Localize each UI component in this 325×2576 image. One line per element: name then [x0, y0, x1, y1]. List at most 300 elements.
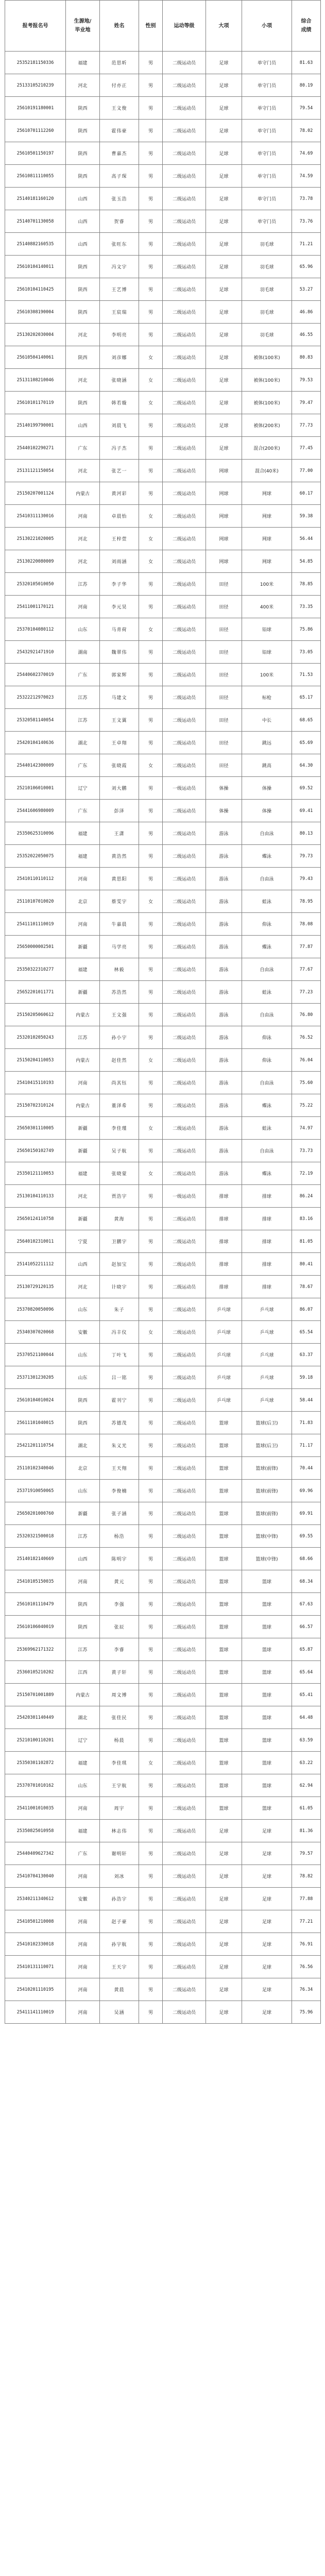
cell-name: 韩若璇 — [100, 392, 139, 414]
cell-origin: 河北 — [66, 1185, 100, 1208]
cell-application-id: 25610104110425 — [5, 278, 66, 301]
cell-name: 刘彦娜 — [100, 346, 139, 369]
cell-athlete-level: 二级运动员 — [163, 1978, 206, 2001]
cell-total-score: 76.52 — [292, 1026, 321, 1049]
cell-name: 苏浩然 — [100, 981, 139, 1004]
cell-total-score: 77.73 — [292, 414, 321, 437]
cell-origin: 内蒙古 — [66, 1049, 100, 1072]
cell-name: 陈明宇 — [100, 1548, 139, 1570]
cell-athlete-level: 二级运动员 — [163, 754, 206, 777]
cell-total-score: 75.86 — [292, 618, 321, 641]
table-row — [5, 1072, 321, 1094]
header-application-id: 报考报名号 — [5, 1, 66, 52]
cell-sport: 游泳 — [206, 1004, 242, 1026]
cell-application-id: 25440142300009 — [5, 754, 66, 777]
cell-total-score: 81.36 — [292, 1820, 321, 1842]
cell-athlete-level: 二级运动员 — [163, 324, 206, 346]
table-row — [5, 800, 321, 822]
cell-athlete-level: 二级运动员 — [163, 1298, 206, 1321]
table-row — [5, 1094, 321, 1117]
cell-total-score: 65.69 — [292, 732, 321, 754]
cell-application-id: 25411101110019 — [5, 913, 66, 936]
cell-gender: 女 — [139, 1752, 163, 1774]
cell-total-score: 81.63 — [292, 52, 321, 74]
cell-origin: 河南 — [66, 868, 100, 890]
cell-event: 篮球(后卫) — [242, 1412, 292, 1434]
cell-name: 黄思阳 — [100, 868, 139, 890]
cell-sport: 体操 — [206, 800, 242, 822]
cell-sport: 足球 — [206, 278, 242, 301]
cell-total-score: 73.78 — [292, 188, 321, 210]
cell-application-id: 25650201000760 — [5, 1502, 66, 1525]
cell-event: 蝶泳 — [242, 1094, 292, 1117]
table-row — [5, 596, 321, 618]
cell-athlete-level: 二级运动员 — [163, 392, 206, 414]
cell-event: 篮球 — [242, 1797, 292, 1820]
cell-gender: 男 — [139, 1774, 163, 1797]
cell-application-id: 25133105210239 — [5, 74, 66, 97]
cell-sport: 排球 — [206, 1230, 242, 1253]
cell-gender: 女 — [139, 1049, 163, 1072]
cell-sport: 足球 — [206, 1910, 242, 1933]
cell-name: 李明亮 — [100, 324, 139, 346]
cell-origin: 江苏 — [66, 1638, 100, 1661]
cell-name: 卓晨怡 — [100, 505, 139, 528]
cell-gender: 男 — [139, 1004, 163, 1026]
table-row — [5, 1298, 321, 1321]
cell-athlete-level: 二级运动员 — [163, 1412, 206, 1434]
cell-event: 被体(200米) — [242, 414, 292, 437]
cell-event: 蝶泳 — [242, 1162, 292, 1185]
cell-athlete-level: 二级运动员 — [163, 1434, 206, 1457]
cell-origin: 河南 — [66, 1072, 100, 1094]
cell-total-score: 71.53 — [292, 664, 321, 686]
cell-origin: 安徽 — [66, 1888, 100, 1910]
cell-total-score: 65.87 — [292, 1638, 321, 1661]
cell-origin: 内蒙古 — [66, 1094, 100, 1117]
cell-application-id: 25610106040019 — [5, 1616, 66, 1638]
cell-name: 冯丰仪 — [100, 1321, 139, 1344]
cell-name: 黄海 — [100, 1208, 139, 1230]
cell-sport: 游泳 — [206, 822, 242, 845]
cell-total-score: 73.73 — [292, 1140, 321, 1162]
cell-origin: 北京 — [66, 1457, 100, 1480]
cell-name: 冯子杰 — [100, 437, 139, 460]
cell-event: 足球 — [242, 1842, 292, 1865]
cell-event: 篮球 — [242, 1752, 292, 1774]
cell-gender: 男 — [139, 596, 163, 618]
table-row — [5, 1366, 321, 1389]
cell-origin: 河南 — [66, 913, 100, 936]
cell-athlete-level: 二级运动员 — [163, 482, 206, 505]
cell-name: 卫鹏宇 — [100, 1230, 139, 1253]
cell-athlete-level: 二级运动员 — [163, 369, 206, 392]
cell-origin: 河南 — [66, 505, 100, 528]
cell-origin: 辽宁 — [66, 1729, 100, 1752]
cell-origin: 陕西 — [66, 1616, 100, 1638]
cell-total-score: 74.69 — [292, 142, 321, 165]
cell-gender: 男 — [139, 936, 163, 958]
cell-gender: 女 — [139, 392, 163, 414]
table-row — [5, 1638, 321, 1661]
cell-sport: 乒乓球 — [206, 1344, 242, 1366]
cell-gender: 男 — [139, 210, 163, 233]
cell-total-score: 77.00 — [292, 460, 321, 482]
cell-athlete-level: 二级运动员 — [163, 97, 206, 120]
cell-name: 吴子航 — [100, 1140, 139, 1162]
cell-origin: 山西 — [66, 210, 100, 233]
cell-origin: 山西 — [66, 414, 100, 437]
cell-application-id: 25350121110053 — [5, 1162, 66, 1185]
cell-event: 篮球(中锋) — [242, 1548, 292, 1570]
cell-total-score: 56.44 — [292, 528, 321, 550]
cell-athlete-level: 二级运动员 — [163, 1774, 206, 1797]
cell-event: 被体(100米) — [242, 346, 292, 369]
cell-event: 篮球 — [242, 1774, 292, 1797]
cell-gender: 男 — [139, 1230, 163, 1253]
cell-application-id: 25611101040015 — [5, 1412, 66, 1434]
cell-gender: 男 — [139, 822, 163, 845]
cell-total-score: 71.21 — [292, 233, 321, 256]
cell-origin: 湖北 — [66, 1434, 100, 1457]
cell-sport: 足球 — [206, 1933, 242, 1956]
cell-name: 刘冰 — [100, 1865, 139, 1888]
table-row — [5, 1185, 321, 1208]
cell-sport: 田径 — [206, 709, 242, 732]
cell-sport: 篮球 — [206, 1752, 242, 1774]
table-row — [5, 936, 321, 958]
cell-event: 篮球(前锋) — [242, 1480, 292, 1502]
cell-application-id: 25432921471910 — [5, 641, 66, 664]
cell-event: 被体(100米) — [242, 369, 292, 392]
table-row — [5, 754, 321, 777]
table-row — [5, 1729, 321, 1752]
cell-name: 孙宇航 — [100, 1933, 139, 1956]
cell-sport: 篮球 — [206, 1774, 242, 1797]
cell-sport: 网球 — [206, 528, 242, 550]
cell-application-id: 25352181150336 — [5, 52, 66, 74]
cell-gender: 女 — [139, 890, 163, 913]
table-row — [5, 1752, 321, 1774]
cell-gender: 男 — [139, 981, 163, 1004]
table-row — [5, 97, 321, 120]
cell-total-score: 83.16 — [292, 1208, 321, 1230]
cell-sport: 篮球 — [206, 1412, 242, 1434]
cell-athlete-level: 二级运动员 — [163, 1276, 206, 1298]
cell-origin: 北京 — [66, 890, 100, 913]
cell-origin: 河北 — [66, 1276, 100, 1298]
cell-sport: 乒乓球 — [206, 1366, 242, 1389]
cell-application-id: 25140199790001 — [5, 414, 66, 437]
cell-sport: 篮球 — [206, 1548, 242, 1570]
cell-application-id: 25320581140054 — [5, 709, 66, 732]
cell-athlete-level: 二级运动员 — [163, 1706, 206, 1729]
cell-origin: 陕西 — [66, 142, 100, 165]
cell-application-id: 25411141110019 — [5, 2001, 66, 2024]
table-row — [5, 1842, 321, 1865]
cell-event: 单守门员 — [242, 120, 292, 142]
cell-application-id: 25440409627342 — [5, 1842, 66, 1865]
cell-name: 赵子豪 — [100, 1910, 139, 1933]
cell-origin: 河南 — [66, 1797, 100, 1820]
cell-athlete-level: 二级运动员 — [163, 822, 206, 845]
cell-sport: 田径 — [206, 596, 242, 618]
cell-origin: 山东 — [66, 618, 100, 641]
cell-event: 羽毛球 — [242, 256, 292, 278]
cell-name: 刘晨飞 — [100, 414, 139, 437]
cell-total-score: 65.54 — [292, 1321, 321, 1344]
cell-name: 周宇 — [100, 1797, 139, 1820]
cell-event: 篮球 — [242, 1638, 292, 1661]
cell-athlete-level: 二级运动员 — [163, 52, 206, 74]
cell-sport: 足球 — [206, 392, 242, 414]
cell-sport: 游泳 — [206, 1049, 242, 1072]
table-row — [5, 1820, 321, 1842]
header-sport: 大项 — [206, 1, 242, 52]
cell-athlete-level: 二级运动员 — [163, 1797, 206, 1820]
cell-origin: 河南 — [66, 2001, 100, 2024]
cell-sport: 排球 — [206, 1208, 242, 1230]
cell-name: 计晓宇 — [100, 1276, 139, 1298]
cell-total-score: 79.73 — [292, 845, 321, 868]
table-row — [5, 958, 321, 981]
table-row — [5, 1774, 321, 1797]
cell-athlete-level: 二级运动员 — [163, 573, 206, 596]
cell-origin: 安徽 — [66, 1321, 100, 1344]
cell-application-id: 25140882160535 — [5, 233, 66, 256]
cell-total-score: 79.57 — [292, 1842, 321, 1865]
cell-athlete-level: 二级运动员 — [163, 1004, 206, 1026]
cell-event: 乒乓球 — [242, 1321, 292, 1344]
cell-gender: 男 — [139, 1434, 163, 1457]
cell-total-score: 63.22 — [292, 1752, 321, 1774]
cell-application-id: 25410131110071 — [5, 1956, 66, 1978]
cell-sport: 篮球 — [206, 1638, 242, 1661]
cell-event: 铅球 — [242, 641, 292, 664]
cell-origin: 河南 — [66, 1933, 100, 1956]
header-gender: 性别 — [139, 1, 163, 52]
cell-sport: 排球 — [206, 1185, 242, 1208]
cell-sport: 篮球 — [206, 1729, 242, 1752]
cell-sport: 游泳 — [206, 1072, 242, 1094]
cell-gender: 男 — [139, 1978, 163, 2001]
cell-event: 羽毛球 — [242, 324, 292, 346]
cell-total-score: 80.13 — [292, 822, 321, 845]
table-row — [5, 686, 321, 709]
cell-name: 范思昕 — [100, 52, 139, 74]
cell-gender: 男 — [139, 414, 163, 437]
cell-total-score: 76.04 — [292, 1049, 321, 1072]
cell-sport: 网球 — [206, 482, 242, 505]
cell-gender: 男 — [139, 437, 163, 460]
cell-origin: 陕西 — [66, 1593, 100, 1616]
cell-event: 足球 — [242, 1865, 292, 1888]
table-row — [5, 573, 321, 596]
cell-total-score: 71.83 — [292, 1412, 321, 1434]
cell-name: 马青荷 — [100, 618, 139, 641]
cell-application-id: 25110107010020 — [5, 890, 66, 913]
cell-total-score: 80.19 — [292, 74, 321, 97]
cell-sport: 足球 — [206, 1820, 242, 1842]
cell-application-id: 25340211340612 — [5, 1888, 66, 1910]
cell-total-score: 68.34 — [292, 1570, 321, 1593]
cell-total-score: 61.05 — [292, 1797, 321, 1820]
cell-athlete-level: 二级运动员 — [163, 1230, 206, 1253]
table-row — [5, 1570, 321, 1593]
cell-application-id: 25140701130058 — [5, 210, 66, 233]
cell-name: 王潇 — [100, 822, 139, 845]
cell-total-score: 78.67 — [292, 1276, 321, 1298]
cell-name: 李佳瑾 — [100, 1117, 139, 1140]
cell-origin: 河南 — [66, 596, 100, 618]
cell-gender: 男 — [139, 1548, 163, 1570]
table-row — [5, 1230, 321, 1253]
cell-event: 单守门员 — [242, 142, 292, 165]
cell-name: 张辰 — [100, 1616, 139, 1638]
cell-sport: 足球 — [206, 437, 242, 460]
cell-gender: 男 — [139, 732, 163, 754]
cell-name: 赵加宝 — [100, 1253, 139, 1276]
cell-application-id: 25410102330018 — [5, 1933, 66, 1956]
cell-name: 魏翠伟 — [100, 641, 139, 664]
cell-origin: 河北 — [66, 550, 100, 573]
cell-application-id: 25130202030004 — [5, 324, 66, 346]
header-event: 小项 — [242, 1, 292, 52]
cell-event: 铅球 — [242, 618, 292, 641]
cell-athlete-level: 二级运动员 — [163, 1389, 206, 1412]
cell-name: 黄子轩 — [100, 1661, 139, 1684]
cell-sport: 田径 — [206, 686, 242, 709]
cell-athlete-level: 二级运动员 — [163, 1162, 206, 1185]
cell-athlete-level: 二级运动员 — [163, 1208, 206, 1230]
cell-event: 排球 — [242, 1208, 292, 1230]
cell-total-score: 54.85 — [292, 550, 321, 573]
cell-name: 孙浩宇 — [100, 1888, 139, 1910]
cell-application-id: 25350825010958 — [5, 1820, 66, 1842]
cell-total-score: 78.85 — [292, 573, 321, 596]
cell-total-score: 76.34 — [292, 1978, 321, 2001]
cell-total-score: 64.30 — [292, 754, 321, 777]
cell-athlete-level: 二级运动员 — [163, 301, 206, 324]
cell-gender: 男 — [139, 233, 163, 256]
cell-origin: 新疆 — [66, 981, 100, 1004]
cell-gender: 男 — [139, 1661, 163, 1684]
cell-application-id: 25610101170119 — [5, 392, 66, 414]
cell-total-score: 80.83 — [292, 346, 321, 369]
cell-total-score: 70.44 — [292, 1457, 321, 1480]
cell-sport: 足球 — [206, 301, 242, 324]
cell-sport: 足球 — [206, 256, 242, 278]
table-row — [5, 1593, 321, 1616]
cell-event: 足球 — [242, 1888, 292, 1910]
cell-name: 黄浩然 — [100, 845, 139, 868]
cell-event: 单守门员 — [242, 165, 292, 188]
cell-total-score: 77.88 — [292, 1888, 321, 1910]
cell-total-score: 79.47 — [292, 392, 321, 414]
cell-gender: 男 — [139, 1344, 163, 1366]
table-body — [5, 52, 321, 2024]
cell-sport: 田径 — [206, 664, 242, 686]
cell-event: 足球 — [242, 1820, 292, 1842]
cell-event: 羽毛球 — [242, 301, 292, 324]
cell-event: 排球 — [242, 1230, 292, 1253]
cell-event: 体操 — [242, 777, 292, 800]
cell-application-id: 25150204110053 — [5, 1049, 66, 1072]
cell-athlete-level: 二级运动员 — [163, 346, 206, 369]
cell-total-score: 74.59 — [292, 165, 321, 188]
cell-gender: 男 — [139, 1502, 163, 1525]
cell-origin: 福建 — [66, 822, 100, 845]
cell-name: 朱义光 — [100, 1434, 139, 1457]
table-row — [5, 188, 321, 210]
table-row — [5, 777, 321, 800]
cell-name: 赵佳然 — [100, 1049, 139, 1072]
cell-origin: 河北 — [66, 528, 100, 550]
cell-application-id: 25610701112260 — [5, 120, 66, 142]
cell-event: 排球 — [242, 1185, 292, 1208]
cell-gender: 男 — [139, 664, 163, 686]
cell-gender: 男 — [139, 188, 163, 210]
cell-event: 自由泳 — [242, 822, 292, 845]
cell-application-id: 25370820050096 — [5, 1298, 66, 1321]
cell-event: 自由泳 — [242, 1004, 292, 1026]
cell-origin: 陕西 — [66, 97, 100, 120]
cell-sport: 田径 — [206, 754, 242, 777]
cell-sport: 游泳 — [206, 958, 242, 981]
cell-application-id: 25360105210202 — [5, 1661, 66, 1684]
cell-athlete-level: 二级运动员 — [163, 1820, 206, 1842]
cell-event: 跳远 — [242, 732, 292, 754]
cell-name: 吴涵 — [100, 2001, 139, 2024]
cell-event: 篮球 — [242, 1593, 292, 1616]
cell-total-score: 65.41 — [292, 1684, 321, 1706]
cell-sport: 游泳 — [206, 845, 242, 868]
cell-origin: 河南 — [66, 1956, 100, 1978]
cell-name: 张艺一 — [100, 460, 139, 482]
cell-sport: 足球 — [206, 74, 242, 97]
cell-origin: 陕西 — [66, 1389, 100, 1412]
cell-gender: 男 — [139, 845, 163, 868]
cell-application-id: 25610308190004 — [5, 301, 66, 324]
table-row — [5, 1253, 321, 1276]
header-origin: 生源地/ 毕业地 — [66, 1, 100, 52]
cell-application-id: 25421201110754 — [5, 1434, 66, 1457]
cell-event: 篮球 — [242, 1729, 292, 1752]
cell-athlete-level: 二级运动员 — [163, 1502, 206, 1525]
cell-name: 霍刊宁 — [100, 1389, 139, 1412]
cell-gender: 男 — [139, 120, 163, 142]
cell-name: 刘大鹏 — [100, 777, 139, 800]
table-row — [5, 1412, 321, 1434]
table-row — [5, 1457, 321, 1480]
cell-sport: 足球 — [206, 233, 242, 256]
cell-application-id: 25371301230205 — [5, 1366, 66, 1389]
table-row — [5, 1276, 321, 1298]
cell-application-id: 25440602370019 — [5, 664, 66, 686]
cell-sport: 排球 — [206, 1253, 242, 1276]
table-row — [5, 822, 321, 845]
cell-origin: 内蒙古 — [66, 482, 100, 505]
cell-sport: 足球 — [206, 1842, 242, 1865]
cell-origin: 河南 — [66, 1570, 100, 1593]
cell-event: 网球 — [242, 528, 292, 550]
cell-athlete-level: 二级运动员 — [163, 505, 206, 528]
cell-total-score: 78.02 — [292, 120, 321, 142]
cell-sport: 足球 — [206, 97, 242, 120]
cell-origin: 江苏 — [66, 573, 100, 596]
cell-name: 曹嘉杰 — [100, 142, 139, 165]
cell-event: 排球 — [242, 1276, 292, 1298]
